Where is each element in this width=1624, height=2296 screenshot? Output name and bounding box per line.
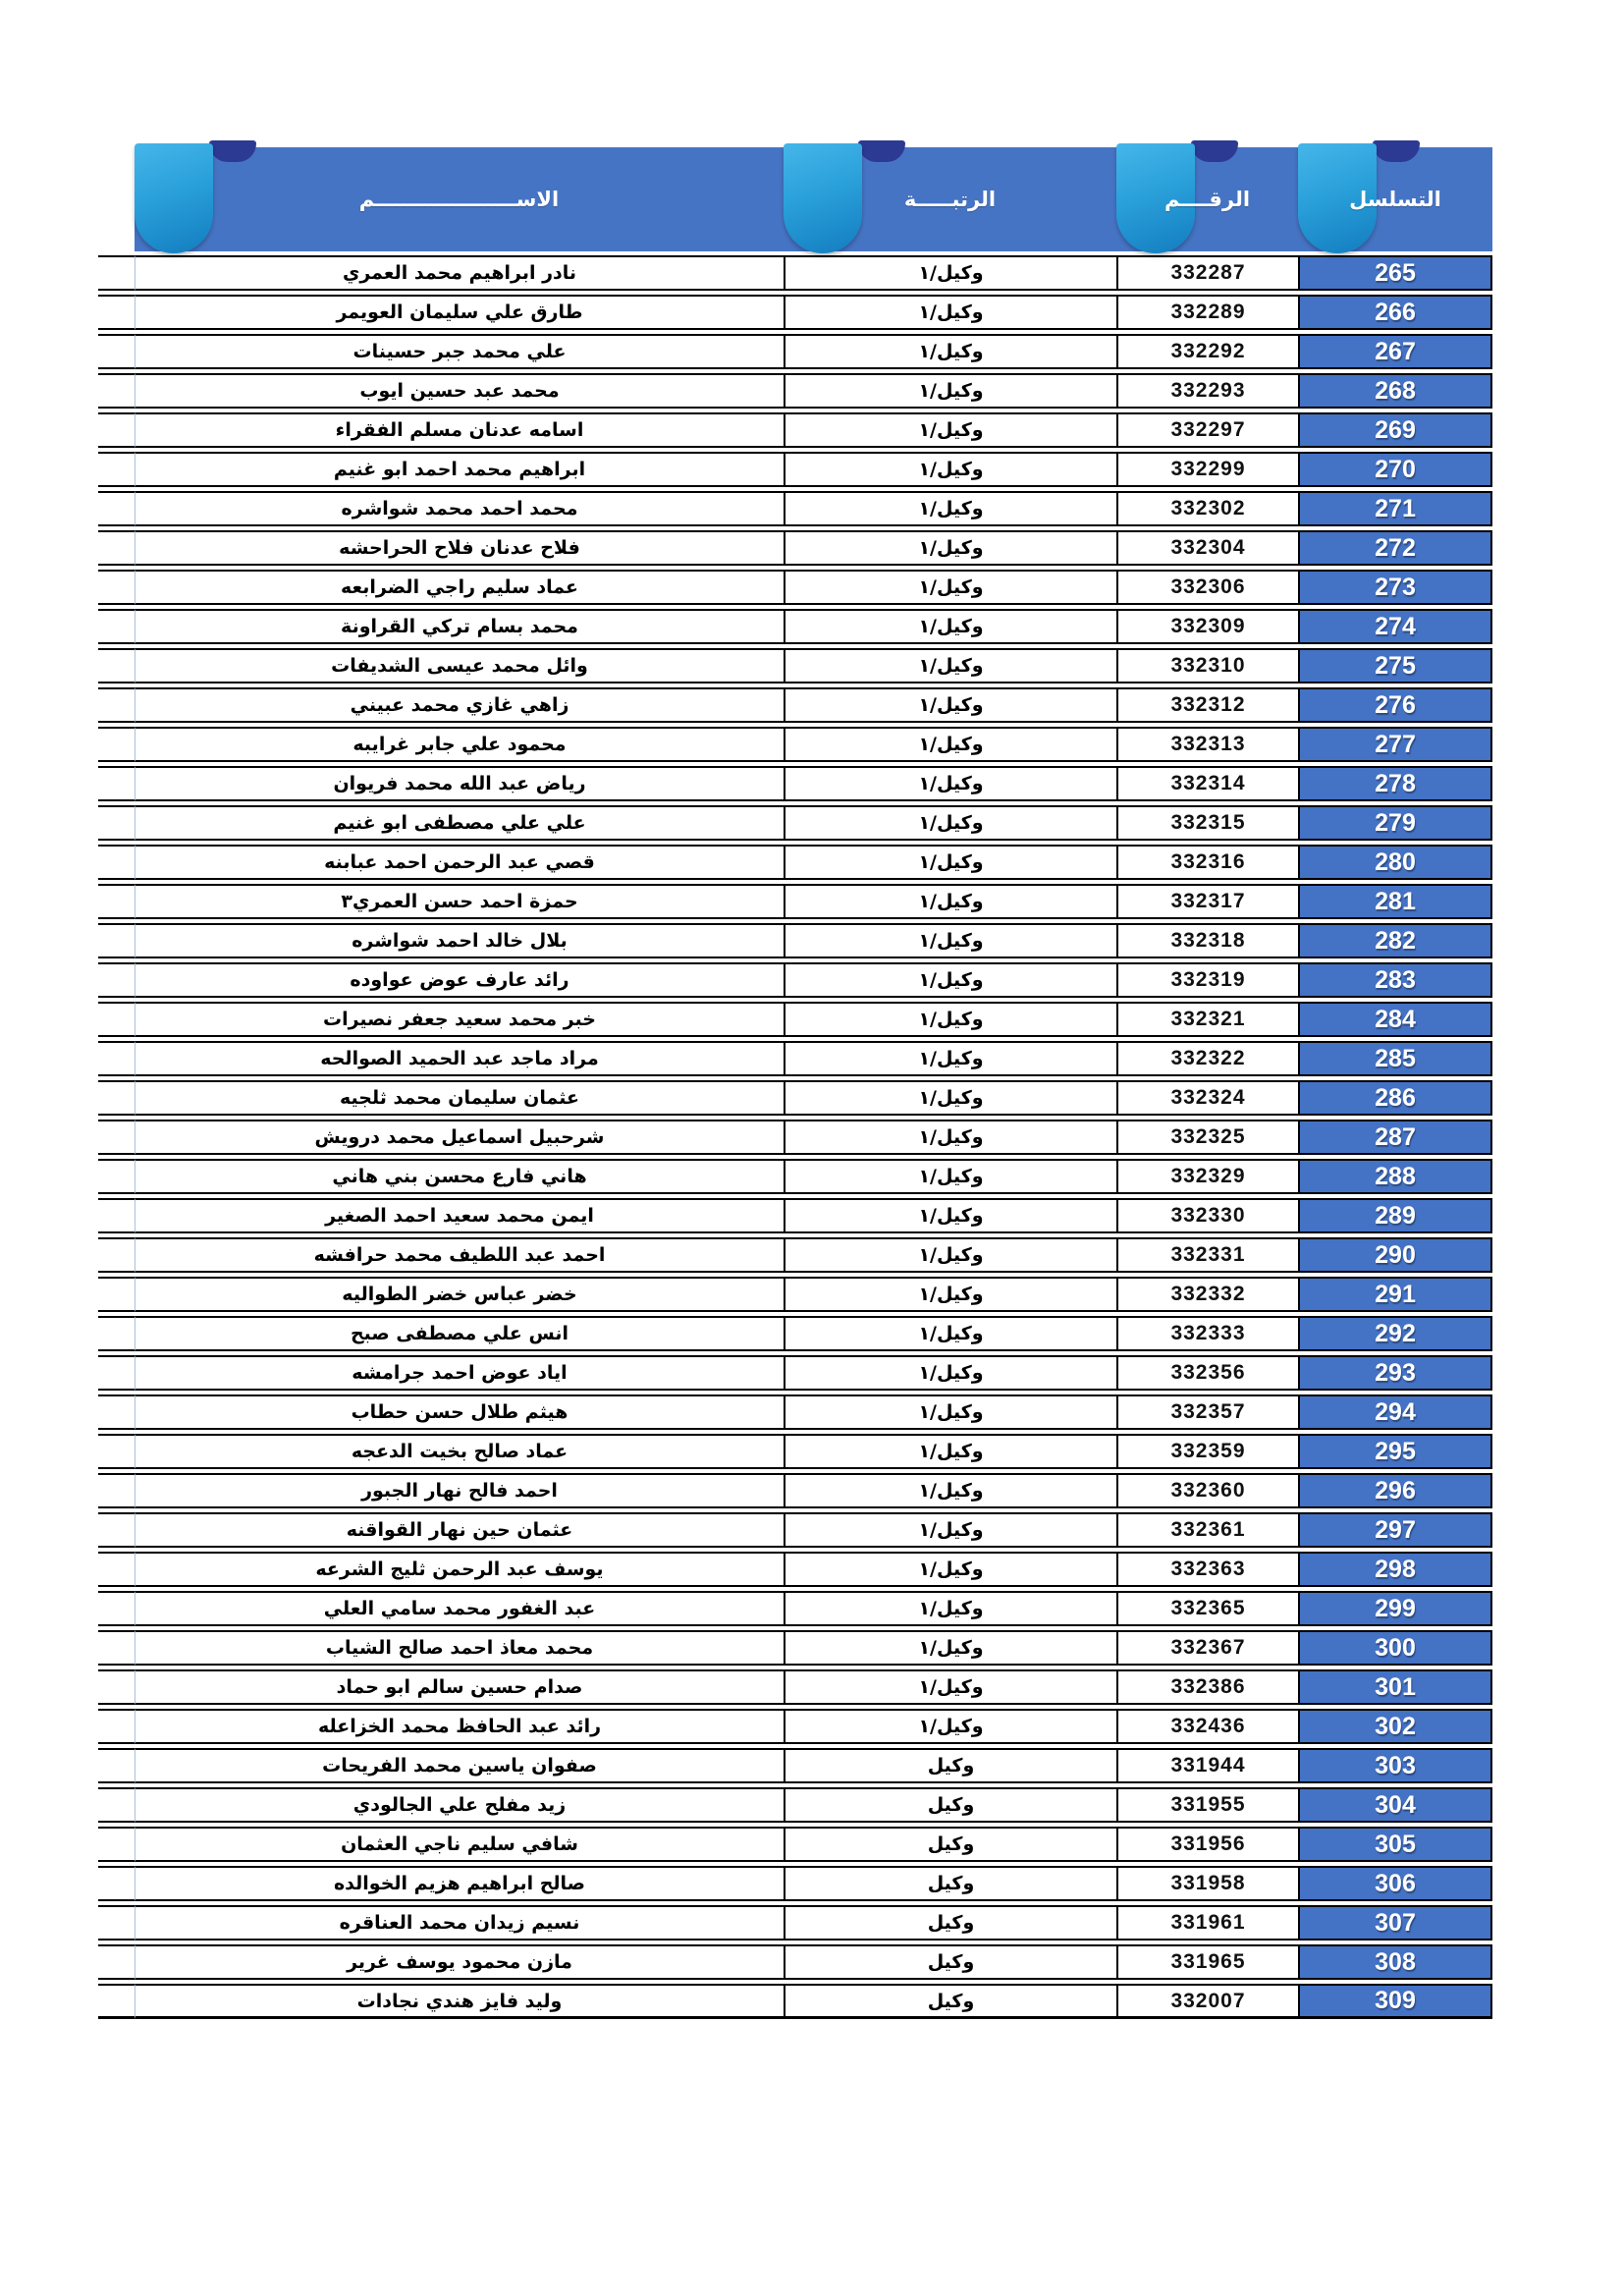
serial-cell: 265 (1298, 255, 1492, 291)
serial-cell: 290 (1298, 1237, 1492, 1273)
number-cell: 332293 (1116, 373, 1298, 409)
name-cell: احمد عبد اللطيف محمد حرافشه (135, 1237, 784, 1273)
margin-cell (98, 1552, 135, 1587)
margin-cell (98, 1591, 135, 1626)
serial-cell: 274 (1298, 609, 1492, 644)
serial-cell: 299 (1298, 1591, 1492, 1626)
column-header-rank: الرتبـــــة (903, 188, 997, 211)
margin-cell (98, 1159, 135, 1194)
table-row (98, 530, 1492, 566)
serial-cell: 272 (1298, 530, 1492, 566)
rank-cell: وكيل/١ (784, 1237, 1116, 1273)
number-cell: 332297 (1116, 412, 1298, 448)
rank-cell: وكيل/١ (784, 1473, 1116, 1508)
number-cell: 332306 (1116, 570, 1298, 605)
name-cell: زاهي غازي محمد عبيني (135, 687, 784, 723)
rank-cell: وكيل (784, 1944, 1116, 1980)
margin-cell (98, 1709, 135, 1744)
serial-cell: 296 (1298, 1473, 1492, 1508)
serial-cell: 273 (1298, 570, 1492, 605)
margin-cell (98, 1434, 135, 1469)
number-cell: 332322 (1116, 1041, 1298, 1076)
margin-cell (98, 1198, 135, 1233)
rank-cell: وكيل/١ (784, 1394, 1116, 1430)
margin-cell (98, 609, 135, 644)
name-cell: احمد فالح نهار الجبور (135, 1473, 784, 1508)
rank-cell: وكيل/١ (784, 805, 1116, 841)
serial-cell: 301 (1298, 1669, 1492, 1705)
table-row (98, 1394, 1492, 1430)
rank-cell: وكيل/١ (784, 1316, 1116, 1351)
name-cell: محمد احمد محمد شواشره (135, 491, 784, 526)
margin-cell (98, 805, 135, 841)
serial-cell: 303 (1298, 1748, 1492, 1783)
name-cell: يوسف عبد الرحمن ثليج الشرعه (135, 1552, 784, 1587)
serial-cell: 271 (1298, 491, 1492, 526)
table-row (98, 687, 1492, 723)
serial-cell: 294 (1298, 1394, 1492, 1430)
number-cell: 332309 (1116, 609, 1298, 644)
number-cell: 332319 (1116, 962, 1298, 998)
number-cell: 331955 (1116, 1787, 1298, 1823)
rank-cell: وكيل (784, 1787, 1116, 1823)
number-cell: 332332 (1116, 1277, 1298, 1312)
rank-cell: وكيل/١ (784, 1434, 1116, 1469)
roster-table (98, 251, 1492, 2023)
margin-cell (98, 1473, 135, 1508)
margin-cell (98, 255, 135, 291)
table-row (98, 1002, 1492, 1037)
rank-cell: وكيل/١ (784, 412, 1116, 448)
name-cell: عبد الغفور محمد سامي العلي (135, 1591, 784, 1626)
margin-cell (98, 923, 135, 958)
rank-cell: وكيل/١ (784, 727, 1116, 762)
table-row (98, 1787, 1492, 1823)
number-cell: 331965 (1116, 1944, 1298, 1980)
serial-cell: 297 (1298, 1512, 1492, 1548)
name-cell: اسامه عدنان مسلم الفقراء (135, 412, 784, 448)
name-cell: صفوان ياسين محمد الفريحات (135, 1748, 784, 1783)
name-cell: علي محمد جبر حسينات (135, 334, 784, 369)
number-cell: 332361 (1116, 1512, 1298, 1548)
name-cell: قصي عبد الرحمن احمد عبابنه (135, 845, 784, 880)
table-row (98, 1866, 1492, 1901)
number-cell: 332314 (1116, 766, 1298, 801)
serial-cell: 295 (1298, 1434, 1492, 1469)
table-row (98, 805, 1492, 841)
margin-cell (98, 1355, 135, 1391)
rank-cell: وكيل/١ (784, 1630, 1116, 1666)
margin-cell (98, 1787, 135, 1823)
serial-cell: 305 (1298, 1827, 1492, 1862)
name-cell: نادر ابراهيم محمد العمري (135, 255, 784, 291)
rank-cell: وكيل (784, 1748, 1116, 1783)
table-row (98, 1198, 1492, 1233)
rank-cell: وكيل/١ (784, 884, 1116, 919)
column-header-serial: التسلسل (1349, 188, 1441, 211)
table-row (98, 1984, 1492, 2019)
table-row (98, 1944, 1492, 1980)
serial-cell: 266 (1298, 295, 1492, 330)
rank-cell: وكيل/١ (784, 962, 1116, 998)
table-row (98, 1434, 1492, 1469)
table-row (98, 1355, 1492, 1391)
margin-cell (98, 1905, 135, 1941)
number-cell: 332367 (1116, 1630, 1298, 1666)
margin-cell (98, 1394, 135, 1430)
serial-cell: 279 (1298, 805, 1492, 841)
rank-cell: وكيل (784, 1866, 1116, 1901)
table-row (98, 1669, 1492, 1705)
table-row (98, 727, 1492, 762)
table-row (98, 295, 1492, 330)
serial-cell: 281 (1298, 884, 1492, 919)
number-cell: 332331 (1116, 1237, 1298, 1273)
rank-cell: وكيل (784, 1827, 1116, 1862)
table-row (98, 648, 1492, 683)
table-row (98, 452, 1492, 487)
number-cell: 332330 (1116, 1198, 1298, 1233)
serial-cell: 270 (1298, 452, 1492, 487)
margin-cell (98, 1748, 135, 1783)
name-cell: وليد فايز هندي نجادات (135, 1984, 784, 2019)
rank-cell: وكيل/١ (784, 1080, 1116, 1116)
margin-cell (98, 1041, 135, 1076)
margin-cell (98, 845, 135, 880)
number-cell: 332325 (1116, 1120, 1298, 1155)
name-cell: زيد مفلح علي الجالودي (135, 1787, 784, 1823)
serial-cell: 268 (1298, 373, 1492, 409)
rank-cell: وكيل/١ (784, 648, 1116, 683)
number-cell: 332313 (1116, 727, 1298, 762)
serial-cell: 278 (1298, 766, 1492, 801)
table-header-band (135, 147, 1492, 251)
number-cell: 332299 (1116, 452, 1298, 487)
number-cell: 332363 (1116, 1552, 1298, 1587)
serial-cell: 267 (1298, 334, 1492, 369)
table-row (98, 845, 1492, 880)
margin-cell (98, 1984, 135, 2019)
number-cell: 332318 (1116, 923, 1298, 958)
serial-cell: 280 (1298, 845, 1492, 880)
rank-cell: وكيل/١ (784, 1552, 1116, 1587)
name-cell: انس علي مصطفى صبح (135, 1316, 784, 1351)
table-row (98, 1237, 1492, 1273)
rank-cell: وكيل (784, 1984, 1116, 2019)
rank-cell: وكيل/١ (784, 609, 1116, 644)
table-row (98, 1630, 1492, 1666)
name-cell: محمد بسام تركي القراونة (135, 609, 784, 644)
table-row (98, 1905, 1492, 1941)
number-cell: 331944 (1116, 1748, 1298, 1783)
number-cell: 332312 (1116, 687, 1298, 723)
name-cell: هيثم طلال حسن حطاب (135, 1394, 784, 1430)
serial-cell: 304 (1298, 1787, 1492, 1823)
rank-cell: وكيل/١ (784, 1198, 1116, 1233)
name-cell: مازن محمود يوسف غرير (135, 1944, 784, 1980)
rank-cell: وكيل/١ (784, 687, 1116, 723)
serial-cell: 291 (1298, 1277, 1492, 1312)
table-row (98, 1473, 1492, 1508)
name-cell: هاني فارع محسن بني هاني (135, 1159, 784, 1194)
number-cell: 332287 (1116, 255, 1298, 291)
serial-cell: 269 (1298, 412, 1492, 448)
rank-cell: وكيل/١ (784, 1669, 1116, 1705)
serial-cell: 306 (1298, 1866, 1492, 1901)
name-cell: اياد عوض احمد جرامشه (135, 1355, 784, 1391)
margin-cell (98, 1630, 135, 1666)
name-cell: علي علي مصطفى ابو غنيم (135, 805, 784, 841)
number-cell: 331958 (1116, 1866, 1298, 1901)
margin-cell (98, 570, 135, 605)
name-cell: صالح ابراهيم هزيم الخوالده (135, 1866, 784, 1901)
number-cell: 332365 (1116, 1591, 1298, 1626)
serial-cell: 300 (1298, 1630, 1492, 1666)
name-cell: عماد سليم راجي الضرابعه (135, 570, 784, 605)
name-cell: صدام حسين سالم ابو حماد (135, 1669, 784, 1705)
table-row (98, 1591, 1492, 1626)
table-row (98, 884, 1492, 919)
number-cell: 332329 (1116, 1159, 1298, 1194)
margin-cell (98, 491, 135, 526)
rank-cell: وكيل/١ (784, 530, 1116, 566)
name-cell: عثمان حين نهار القواقنه (135, 1512, 784, 1548)
rank-cell: وكيل/١ (784, 373, 1116, 409)
number-cell: 331956 (1116, 1827, 1298, 1862)
number-cell: 332317 (1116, 884, 1298, 919)
name-cell: رياض عبد الله محمد فريوان (135, 766, 784, 801)
margin-cell (98, 1866, 135, 1901)
margin-cell (98, 1080, 135, 1116)
number-cell: 332386 (1116, 1669, 1298, 1705)
table-row (98, 491, 1492, 526)
rank-cell: وكيل (784, 1905, 1116, 1941)
rank-cell: وكيل/١ (784, 570, 1116, 605)
table-row (98, 1827, 1492, 1862)
roster-table-body (98, 255, 1492, 2019)
margin-cell (98, 687, 135, 723)
table-row (98, 962, 1492, 998)
rank-cell: وكيل/١ (784, 1159, 1116, 1194)
number-cell: 332357 (1116, 1394, 1298, 1430)
number-cell: 332436 (1116, 1709, 1298, 1744)
rank-cell: وكيل/١ (784, 334, 1116, 369)
table-row (98, 1552, 1492, 1587)
rank-cell: وكيل/١ (784, 1277, 1116, 1312)
serial-cell: 277 (1298, 727, 1492, 762)
margin-cell (98, 766, 135, 801)
serial-cell: 286 (1298, 1080, 1492, 1116)
table-row (98, 609, 1492, 644)
margin-cell (98, 373, 135, 409)
name-cell: عماد صالح بخيت الدعجه (135, 1434, 784, 1469)
rank-cell: وكيل/١ (784, 1002, 1116, 1037)
serial-cell: 298 (1298, 1552, 1492, 1587)
name-cell: نسيم زيدان محمد العناقره (135, 1905, 784, 1941)
table-row (98, 255, 1492, 291)
table-row (98, 1120, 1492, 1155)
rank-cell: وكيل/١ (784, 255, 1116, 291)
number-cell: 332324 (1116, 1080, 1298, 1116)
table-row (98, 1041, 1492, 1076)
rank-cell: وكيل/١ (784, 1512, 1116, 1548)
name-cell: شرحبيل اسماعيل محمد درويش (135, 1120, 784, 1155)
name-cell: خبر محمد سعيد جعفر نصيرات (135, 1002, 784, 1037)
margin-cell (98, 1827, 135, 1862)
number-cell: 331961 (1116, 1905, 1298, 1941)
number-cell: 332321 (1116, 1002, 1298, 1037)
column-header-number: الرقــــم (1164, 188, 1251, 211)
table-row (98, 334, 1492, 369)
margin-cell (98, 1944, 135, 1980)
serial-cell: 308 (1298, 1944, 1492, 1980)
table-row (98, 373, 1492, 409)
rank-cell: وكيل/١ (784, 1120, 1116, 1155)
table-row (98, 1159, 1492, 1194)
table-row (98, 1080, 1492, 1116)
name-cell: بلال خالد احمد شواشره (135, 923, 784, 958)
number-cell: 332316 (1116, 845, 1298, 880)
margin-cell (98, 1277, 135, 1312)
serial-cell: 307 (1298, 1905, 1492, 1941)
margin-cell (98, 1316, 135, 1351)
margin-cell (98, 530, 135, 566)
table-row (98, 766, 1492, 801)
serial-cell: 284 (1298, 1002, 1492, 1037)
serial-cell: 283 (1298, 962, 1492, 998)
margin-cell (98, 962, 135, 998)
margin-cell (98, 648, 135, 683)
name-cell: حمزة احمد حسن العمري٣ (135, 884, 784, 919)
table-row (98, 923, 1492, 958)
margin-cell (98, 1120, 135, 1155)
margin-cell (98, 1237, 135, 1273)
name-cell: شافي سليم ناجي العثمان (135, 1827, 784, 1862)
margin-cell (98, 452, 135, 487)
number-cell: 332292 (1116, 334, 1298, 369)
rank-cell: وكيل/١ (784, 491, 1116, 526)
number-cell: 332289 (1116, 295, 1298, 330)
rank-cell: وكيل/١ (784, 766, 1116, 801)
margin-cell (98, 295, 135, 330)
table-row (98, 1748, 1492, 1783)
name-cell: طارق علي سليمان العويمر (135, 295, 784, 330)
serial-cell: 285 (1298, 1041, 1492, 1076)
number-cell: 332304 (1116, 530, 1298, 566)
number-cell: 332302 (1116, 491, 1298, 526)
number-cell: 332356 (1116, 1355, 1298, 1391)
name-cell: ايمن محمد سعيد احمد الصغير (135, 1198, 784, 1233)
margin-cell (98, 1002, 135, 1037)
name-cell: عثمان سليمان محمد ثلجيه (135, 1080, 784, 1116)
table-row (98, 412, 1492, 448)
name-cell: خضر عباس خضر الطواليه (135, 1277, 784, 1312)
name-cell: محمد معاذ احمد صالح الشياب (135, 1630, 784, 1666)
serial-cell: 288 (1298, 1159, 1492, 1194)
serial-cell: 287 (1298, 1120, 1492, 1155)
rank-cell: وكيل/١ (784, 1355, 1116, 1391)
name-cell: محمد عبد حسين ايوب (135, 373, 784, 409)
rank-cell: وكيل/١ (784, 923, 1116, 958)
number-cell: 332315 (1116, 805, 1298, 841)
table-row (98, 1316, 1492, 1351)
margin-cell (98, 1669, 135, 1705)
table-row (98, 1277, 1492, 1312)
margin-cell (98, 884, 135, 919)
name-cell: وائل محمد عيسى الشديفات (135, 648, 784, 683)
rank-cell: وكيل/١ (784, 845, 1116, 880)
margin-cell (98, 334, 135, 369)
name-cell: محمود علي جابر غرايبه (135, 727, 784, 762)
margin-cell (98, 412, 135, 448)
serial-cell: 289 (1298, 1198, 1492, 1233)
serial-cell: 292 (1298, 1316, 1492, 1351)
margin-cell (98, 727, 135, 762)
name-cell: رائد عارف عوض عواوده (135, 962, 784, 998)
number-cell: 332360 (1116, 1473, 1298, 1508)
serial-cell: 282 (1298, 923, 1492, 958)
serial-cell: 293 (1298, 1355, 1492, 1391)
margin-cell (98, 1512, 135, 1548)
table-row (98, 570, 1492, 605)
rank-cell: وكيل/١ (784, 1709, 1116, 1744)
name-cell: رائد عبد الحافظ محمد الخزاعله (135, 1709, 784, 1744)
table-row (98, 1512, 1492, 1548)
serial-cell: 276 (1298, 687, 1492, 723)
number-cell: 332007 (1116, 1984, 1298, 2019)
table-row (98, 1709, 1492, 1744)
rank-cell: وكيل/١ (784, 452, 1116, 487)
serial-cell: 275 (1298, 648, 1492, 683)
serial-cell: 302 (1298, 1709, 1492, 1744)
column-header-name: الاســــــــــــــــــــم (358, 188, 560, 211)
name-cell: فلاح عدنان فلاح الحراحشه (135, 530, 784, 566)
number-cell: 332333 (1116, 1316, 1298, 1351)
name-cell: مراد ماجد عبد الحميد الصوالحه (135, 1041, 784, 1076)
name-cell: ابراهيم محمد احمد ابو غنيم (135, 452, 784, 487)
serial-cell: 309 (1298, 1984, 1492, 2019)
number-cell: 332359 (1116, 1434, 1298, 1469)
rank-cell: وكيل/١ (784, 1041, 1116, 1076)
rank-cell: وكيل/١ (784, 295, 1116, 330)
rank-cell: وكيل/١ (784, 1591, 1116, 1626)
number-cell: 332310 (1116, 648, 1298, 683)
